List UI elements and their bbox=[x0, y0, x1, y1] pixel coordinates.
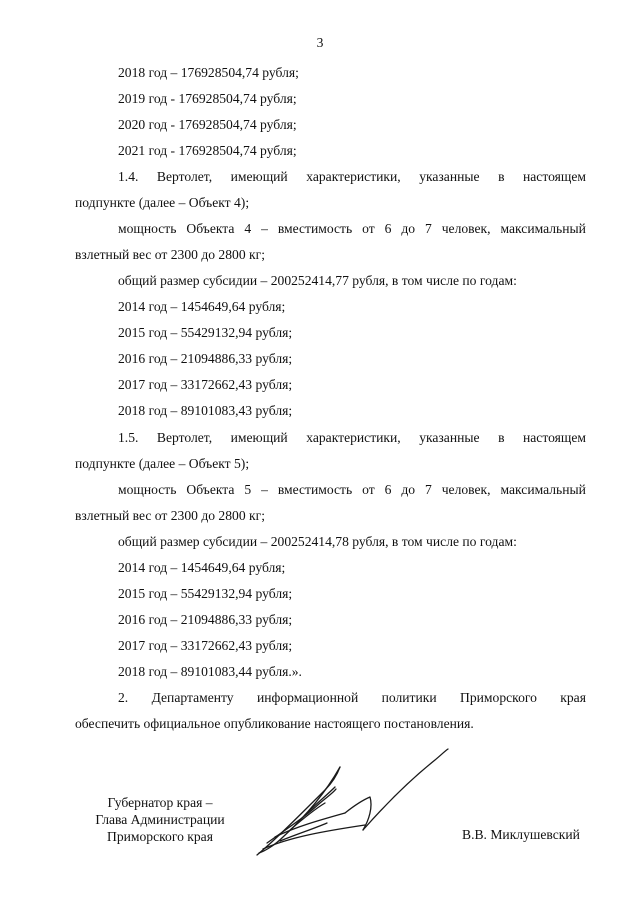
word: имеющий bbox=[230, 169, 288, 184]
word: Департаменту bbox=[151, 690, 234, 705]
justified-line bbox=[118, 220, 586, 237]
signatory-title-line: Губернатор края – bbox=[107, 795, 213, 810]
justified-line bbox=[118, 481, 586, 498]
word: в bbox=[498, 430, 505, 445]
text-line: взлетный вес от 2300 до 2800 кг; bbox=[75, 508, 265, 523]
word: от bbox=[362, 221, 375, 236]
word: настоящем bbox=[522, 169, 586, 184]
word: характеристики, bbox=[306, 169, 401, 184]
text-line: общий размер субсидии – 200252414,77 рубля, в том числе по годам: bbox=[118, 273, 517, 288]
word: 5 bbox=[244, 482, 252, 497]
text-line: 2017 год – 33172662,43 рубля; bbox=[118, 638, 293, 653]
word: имеющий bbox=[230, 430, 288, 445]
word: максимальный bbox=[500, 482, 586, 497]
text-line: 2018 год – 89101083,43 рубля; bbox=[118, 403, 293, 418]
text-line: общий размер субсидии – 200252414,78 рубля, в том числе по годам: bbox=[118, 534, 517, 549]
signatory-title-line: Глава Администрации bbox=[95, 812, 225, 827]
text-line: 2016 год – 21094886,33 рубля; bbox=[118, 612, 293, 627]
word: вместимость bbox=[277, 221, 353, 236]
word: 7 bbox=[424, 482, 432, 497]
text-line: 2014 год – 1454649,64 рубля; bbox=[118, 299, 286, 314]
justified-line bbox=[118, 689, 586, 706]
word: настоящем bbox=[522, 430, 586, 445]
word: 1.5. bbox=[118, 430, 139, 445]
word: – bbox=[261, 221, 268, 236]
text-line: 2015 год – 55429132,94 рубля; bbox=[118, 586, 293, 601]
word: 4 bbox=[244, 221, 252, 236]
word: политики bbox=[381, 690, 437, 705]
word: до bbox=[401, 221, 416, 236]
text-line: 2019 год - 176928504,74 рубля; bbox=[118, 91, 297, 106]
word: мощность bbox=[118, 221, 177, 236]
justified-line bbox=[118, 429, 586, 446]
signatory-title-line: Приморского края bbox=[107, 829, 213, 844]
text-line: взлетный вес от 2300 до 2800 кг; bbox=[75, 247, 265, 262]
word: края bbox=[560, 690, 586, 705]
word: Приморского bbox=[460, 690, 537, 705]
word: человек, bbox=[441, 482, 491, 497]
text-line: подпункте (далее – Объект 5); bbox=[75, 456, 250, 471]
word: информационной bbox=[256, 690, 359, 705]
word: – bbox=[261, 482, 268, 497]
word: Объекта bbox=[186, 221, 235, 236]
text-line: 2014 год – 1454649,64 рубля; bbox=[118, 560, 286, 575]
word: максимальный bbox=[500, 221, 586, 236]
text-line: 2021 год - 176928504,74 рубля; bbox=[118, 143, 297, 158]
text-line: подпункте (далее – Объект 4); bbox=[75, 195, 250, 210]
word: 6 bbox=[384, 482, 392, 497]
word: от bbox=[362, 482, 375, 497]
text-line: 2018 год – 89101083,44 рубля.». bbox=[118, 664, 302, 679]
text-line: 2020 год - 176928504,74 рубля; bbox=[118, 117, 297, 132]
justified-line bbox=[118, 168, 586, 185]
word: мощность bbox=[118, 482, 177, 497]
word: до bbox=[401, 482, 416, 497]
page-number: 3 bbox=[316, 35, 324, 50]
signatory-title bbox=[80, 794, 240, 845]
handwritten-signature bbox=[245, 745, 475, 865]
word: Объекта bbox=[186, 482, 235, 497]
text-line: 2017 год – 33172662,43 рубля; bbox=[118, 377, 293, 392]
text-line: 2018 год – 176928504,74 рубля; bbox=[118, 65, 299, 80]
word: 2. bbox=[118, 690, 129, 705]
word: Вертолет, bbox=[156, 169, 213, 184]
word: в bbox=[498, 169, 505, 184]
word: указанные bbox=[419, 430, 480, 445]
word: 7 bbox=[424, 221, 432, 236]
text-line: обеспечить официальное опубликование настоящего постановления. bbox=[75, 716, 474, 731]
word: характеристики, bbox=[306, 430, 401, 445]
word: 6 bbox=[384, 221, 392, 236]
word: вместимость bbox=[277, 482, 353, 497]
word: человек, bbox=[441, 221, 491, 236]
word: указанные bbox=[419, 169, 480, 184]
text-line: 2016 год – 21094886,33 рубля; bbox=[118, 351, 293, 366]
word: 1.4. bbox=[118, 169, 139, 184]
signatory-name: В.В. Миклушевский bbox=[462, 827, 580, 842]
word: Вертолет, bbox=[156, 430, 213, 445]
text-line: 2015 год – 55429132,94 рубля; bbox=[118, 325, 293, 340]
